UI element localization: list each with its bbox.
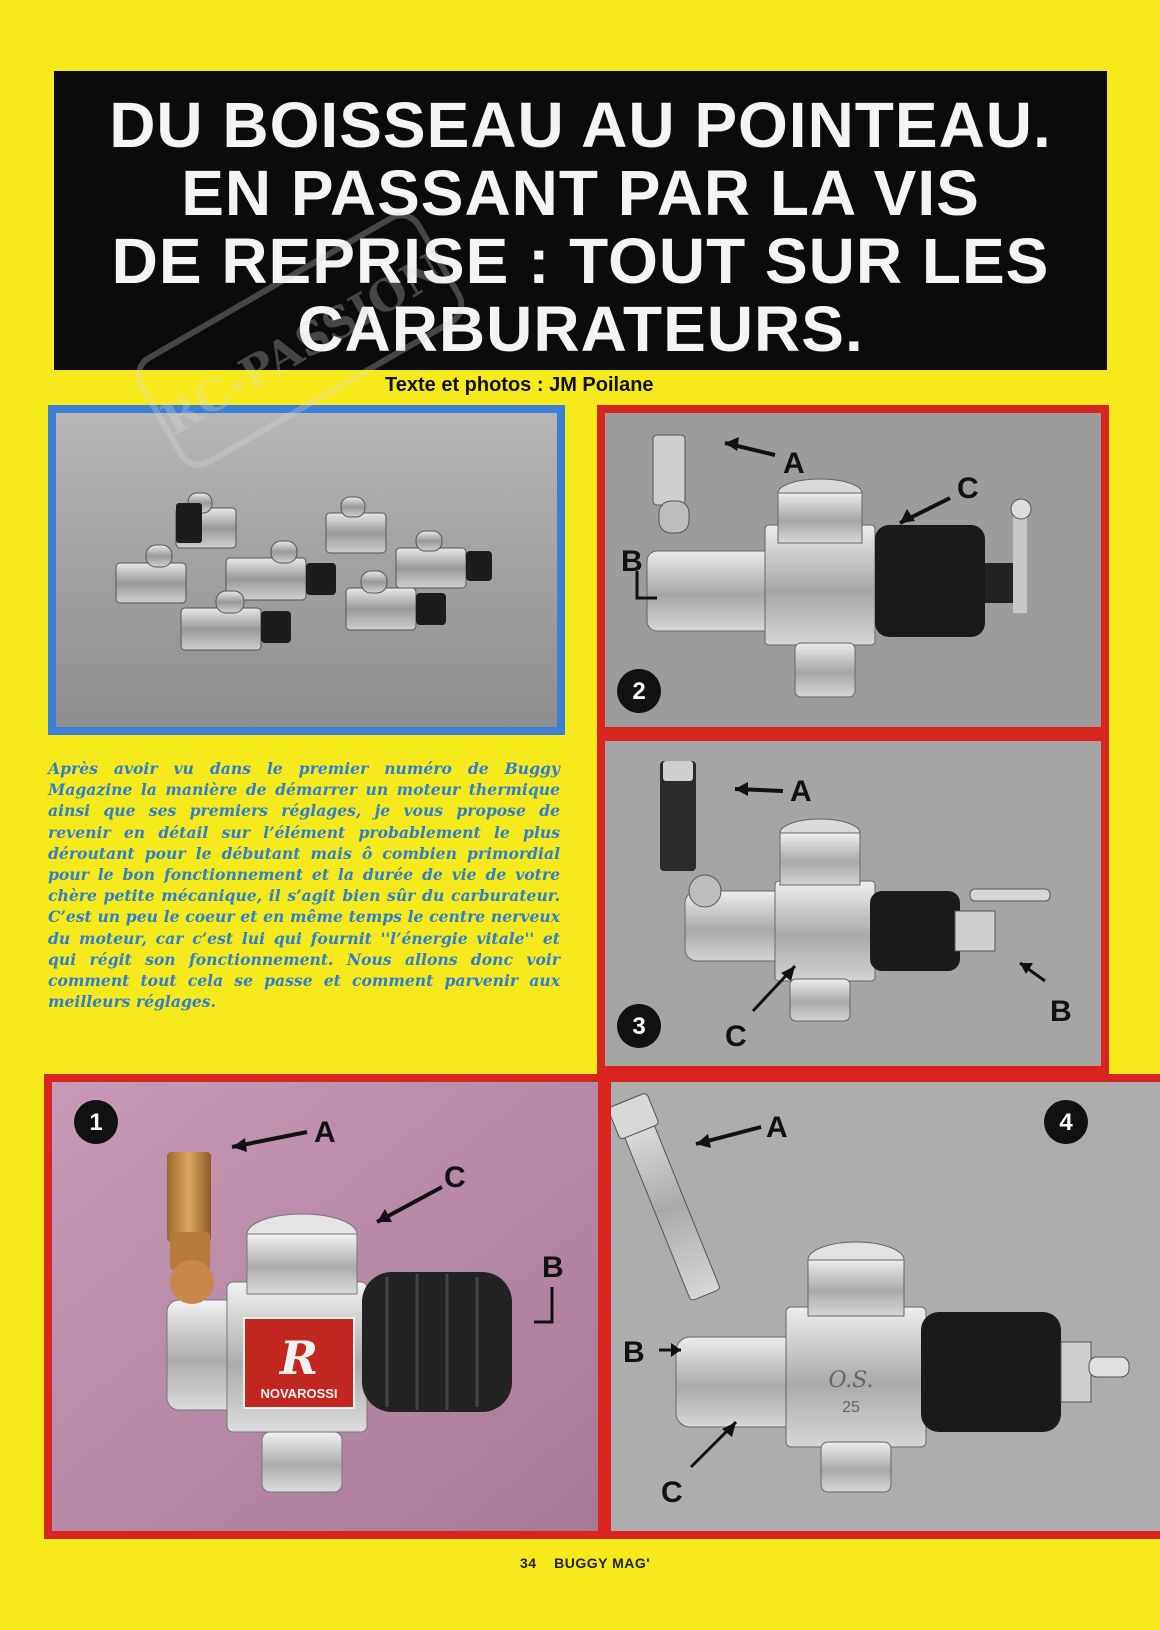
label-b: B: [1050, 995, 1072, 1028]
label-a: A: [783, 447, 805, 480]
label-b: B: [542, 1251, 564, 1284]
title-line-3: DE REPRISE : TOUT SUR LES: [111, 225, 1050, 297]
carburetor-photo-4: [603, 1074, 1160, 1539]
os-engraving: O.S.: [828, 1368, 874, 1393]
os-engraving-size: 25: [842, 1399, 860, 1416]
label-c: C: [444, 1161, 466, 1194]
photo-credit: Texte et photos : JM Poilane: [385, 374, 654, 396]
watermark-stamp: [120, 190, 480, 490]
carburetor-photo-1: [44, 1074, 606, 1539]
magazine-name: BUGGY MAG': [554, 1555, 651, 1571]
novarossi-badge: NOVAROSSI: [260, 1386, 338, 1401]
photo-number: 1: [89, 1109, 103, 1136]
label-b: B: [621, 545, 643, 578]
carburetor-photo-2: [597, 405, 1109, 735]
label-a: A: [790, 775, 812, 808]
label-a: A: [314, 1116, 336, 1149]
photo-number: 2: [632, 678, 646, 705]
title-line-2: EN PASSANT PAR LA VIS: [181, 157, 980, 229]
photo-number: 4: [1059, 1109, 1073, 1136]
photo-number: 3: [632, 1013, 646, 1040]
intro-paragraph: Après avoir vu dans le premier numéro de Buggy Magazine la manière de démarrer un moteur thermique ainsi que ses premiers réglages, je vous propose de revenir en détail sur l’élément probablement le plus déroutant pour le débutant mais ô combien primordial pour le bon fonctionnement et la durée de vie de votre chère petite mécanique, il s’agit bien sûr du carburateur. C’est un peu le coeur et en même temps le centre nerveux du moteur, car c’est lui qui fournit ''l’énergie vitale'' et qui régit son fonctionnement. Nous allons donc voir comment tout cela se passe et comment parvenir aux meilleurs réglages.: [48, 759, 560, 1012]
title-line-1: DU BOISSEAU AU POINTEAU.: [109, 89, 1052, 161]
carburetor-photo-3: [597, 735, 1109, 1074]
label-b: B: [623, 1336, 645, 1369]
label-c: C: [661, 1476, 683, 1509]
watermark-text: RC-PASSION: [153, 243, 453, 446]
label-a: A: [766, 1111, 788, 1144]
label-c: C: [725, 1020, 747, 1053]
label-c: C: [957, 472, 979, 505]
page-number: 34: [520, 1555, 537, 1571]
title-line-4: CARBURATEURS.: [297, 293, 864, 365]
page-footer: [520, 1555, 650, 1571]
novarossi-logo-r: R: [279, 1331, 319, 1385]
